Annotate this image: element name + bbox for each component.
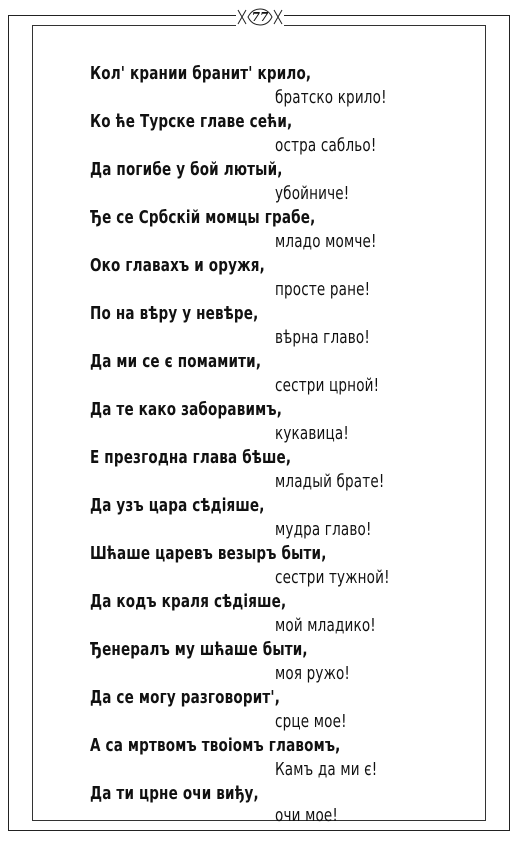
poem-line: Ђе се Србскій момцы грабе, <box>90 208 316 228</box>
poem-line: Да кодъ краля сѣдіяше, <box>90 592 287 612</box>
poem-line: просте ране! <box>275 280 371 300</box>
poem-line: Да ми се є помамити, <box>90 352 262 372</box>
poem-line: очи мое! <box>275 806 339 826</box>
poem-line: мой младико! <box>275 616 376 636</box>
poem-line: мудра главо! <box>275 520 372 540</box>
poem-line: Ко ће Турске главе сећи, <box>90 112 293 132</box>
poem-line: Да ти црне очи виђу, <box>90 784 259 804</box>
poem-line: кукавица! <box>275 424 349 444</box>
poem-line: Ђенералъ му шћаше быти, <box>90 640 308 660</box>
poem-line: Око главахъ и оружя, <box>90 256 265 276</box>
poem-line: убойниче! <box>275 184 350 204</box>
poem-line: Да узъ цара сѣдіяше, <box>90 496 265 516</box>
page-number: 77 <box>251 10 269 24</box>
poem-line: По на вѣру у невѣре, <box>90 304 259 324</box>
poem-line: сестри црной! <box>275 376 380 396</box>
poem-line: Е презгодна глава бѣше, <box>90 448 292 468</box>
poem-line: Да те како заборавимъ, <box>90 400 283 420</box>
poem-line: сестри тужной! <box>275 568 390 588</box>
poem-line: вѣрна главо! <box>275 328 370 348</box>
poem-line: срце мое! <box>275 712 347 732</box>
poem-line: Да се могу разговорит', <box>90 688 281 708</box>
poem-line: Кол' крании бранит' крило, <box>90 64 312 84</box>
poem-line: Шћаше царевъ везыръ быти, <box>90 544 327 564</box>
poem-line: Да погибе у бой лютый, <box>90 160 283 180</box>
poem-line: младо момче! <box>275 232 377 252</box>
poem-line: братско крило! <box>275 88 387 108</box>
poem-line: младый брате! <box>275 472 385 492</box>
poem-line: А са мртвомъ твоіомъ главомъ, <box>90 736 341 756</box>
poem-line: моя ружо! <box>275 664 351 684</box>
poem-line: остра сабльо! <box>275 136 377 156</box>
poem-line: Камъ да ми є! <box>275 760 378 780</box>
